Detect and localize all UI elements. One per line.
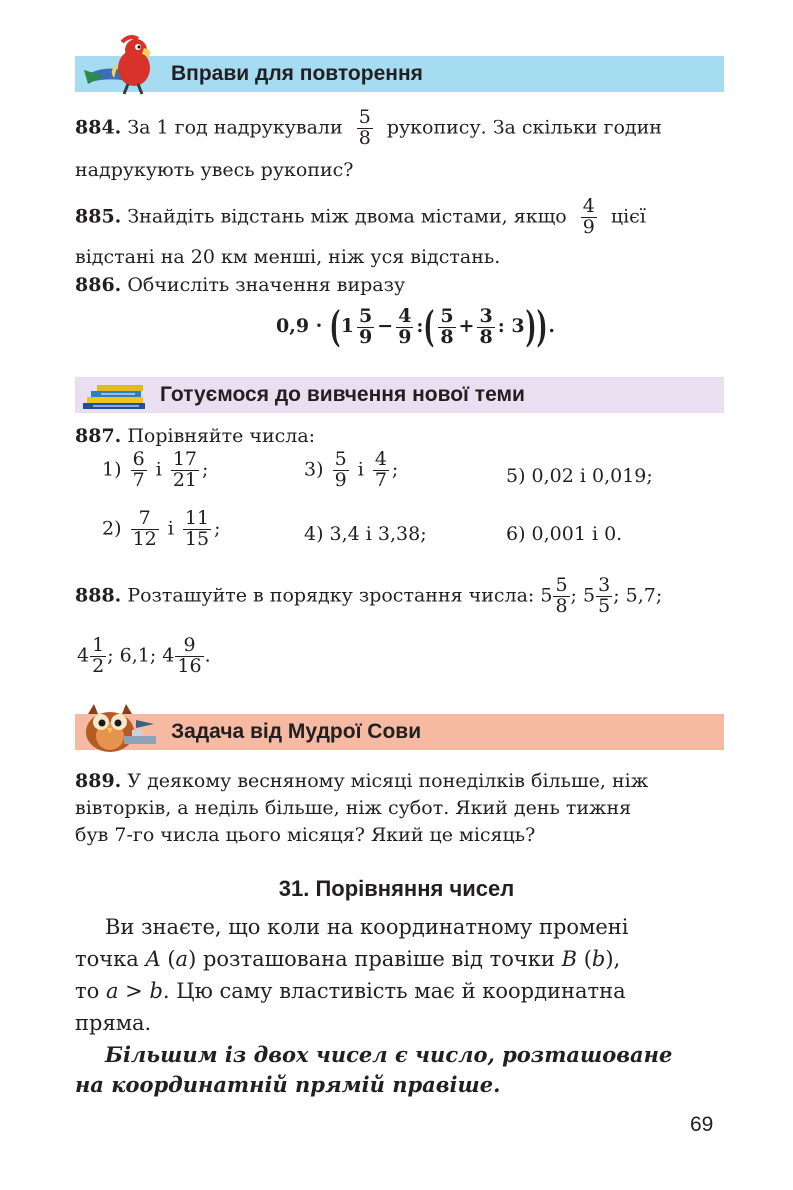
fraction: $\frac{5}{8}$ bbox=[555, 574, 568, 617]
page-number: 69 bbox=[690, 1113, 714, 1136]
item-1: 1) $\frac{6}{7}$ і $\frac{17}{21}$ ; bbox=[102, 448, 209, 491]
fraction: $\frac{3}{5}$ bbox=[598, 574, 611, 617]
exercise-number: 886. bbox=[75, 274, 122, 296]
fraction: $\frac{6}{7}$ bbox=[132, 448, 145, 491]
item-5: 5) 0,02 і 0,019; bbox=[506, 465, 653, 487]
expression-part: 0,9 · bbox=[276, 315, 323, 337]
exercise-884-line2: надрукують увесь рукопис? bbox=[75, 159, 354, 181]
exercise-887 bbox=[75, 424, 315, 448]
exercise-text: У деякому весняному місяці понеділків більше, ніж bbox=[127, 770, 649, 792]
fraction: $\frac{7}{12}$ bbox=[132, 507, 157, 550]
expression-part: : 3 bbox=[497, 315, 525, 337]
fraction: $\frac{5}{8}$ bbox=[440, 304, 454, 348]
fraction: $\frac{11}{15}$ bbox=[184, 507, 210, 550]
exercise-888-line2: 4 $\frac{1}{2}$ ; 6,1; 4 $\frac{9}{16}$ . bbox=[77, 634, 211, 677]
fraction: $\frac{1}{2}$ bbox=[92, 634, 105, 677]
paragraph-line: точка A (a) розташована правіше від точки B (b), bbox=[75, 947, 621, 971]
exercise-888: 888. Розташуйте в порядку зростання числа: 5 $\frac{5}{8}$ ; 5 $\frac{3}{5}$ ; 5,7; bbox=[75, 574, 663, 617]
item-6: 6) 0,001 і 0. bbox=[506, 523, 623, 545]
exercise-text: За 1 год надрукували bbox=[127, 116, 343, 139]
exercise-text: Розташуйте в порядку зростання числа: bbox=[127, 584, 535, 607]
item-2: 2) $\frac{7}{12}$ і $\frac{11}{15}$ ; bbox=[102, 507, 221, 550]
paragraph-line: Ви знаєте, що коли на координатному промені bbox=[105, 915, 629, 939]
exercise-number: 885. bbox=[75, 205, 122, 228]
fraction: $\frac{4}{9}$ bbox=[398, 304, 412, 348]
item-3: 3) $\frac{5}{9}$ і $\frac{4}{7}$ ; bbox=[304, 448, 399, 491]
exercise-text: рукопису. За скільки годин bbox=[386, 116, 662, 139]
fraction: $\frac{5}{9}$ bbox=[334, 448, 347, 491]
section-heading: 31. Порівняння чисел bbox=[278, 876, 515, 901]
expression-part: . bbox=[548, 315, 555, 337]
paren: ( bbox=[329, 302, 341, 351]
fraction: $\frac{3}{8}$ bbox=[479, 304, 493, 348]
section-title-owl: Задача від Мудрої Сови bbox=[171, 720, 422, 743]
fraction: $\frac{9}{16}$ bbox=[177, 634, 202, 677]
owl-icon bbox=[74, 700, 164, 756]
exercise-number: 888. bbox=[75, 584, 122, 607]
expression-part: + bbox=[458, 315, 475, 337]
exercise-number: 884. bbox=[75, 116, 122, 139]
section-band-review bbox=[75, 56, 724, 92]
parrot-icon bbox=[78, 34, 164, 98]
exercise-number: 887. bbox=[75, 425, 122, 447]
expression-part: − bbox=[377, 315, 394, 337]
rule-text: Більшим із двох чисел є число, розташоване bbox=[105, 1042, 673, 1067]
exercise-number: 889. bbox=[75, 770, 122, 792]
section-title-prep: Готуємося до вивчення нової теми bbox=[160, 383, 525, 406]
expression-part: : bbox=[416, 315, 424, 337]
fraction: $\frac{4}{9}$ bbox=[582, 195, 595, 238]
exercise-text: Обчисліть значення виразу bbox=[127, 274, 406, 296]
exercise-text: цієї bbox=[610, 205, 646, 228]
exercise-889 bbox=[75, 769, 648, 793]
fraction: $\frac{4}{7}$ bbox=[374, 448, 387, 491]
exercise-text: Знайдіть відстань між двома містами, якщо bbox=[127, 205, 567, 228]
paren: ) bbox=[525, 302, 536, 351]
exercise-884 bbox=[75, 108, 662, 149]
fraction: $\frac{5}{9}$ bbox=[359, 304, 373, 348]
paragraph-line: то a > b. Цю саму властивість має й координатна bbox=[75, 979, 626, 1003]
books-icon bbox=[79, 381, 147, 411]
exercise-889-line2: вівторків, а неділь більше, ніж субот. Який день тижня bbox=[75, 797, 632, 819]
fraction: $\frac{5}{8}$ bbox=[358, 106, 371, 149]
item-4: 4) 3,4 і 3,38; bbox=[304, 523, 427, 545]
section-band-owl bbox=[75, 714, 724, 750]
exercise-text: Порівняйте числа: bbox=[127, 425, 316, 447]
section-band-prep bbox=[75, 377, 724, 413]
rule-text: на координатній прямій правіше. bbox=[75, 1072, 501, 1097]
paren: ) bbox=[536, 302, 548, 351]
fraction: $\frac{17}{21}$ bbox=[172, 448, 198, 491]
paragraph-line: пряма. bbox=[75, 1011, 152, 1035]
paren: ( bbox=[423, 302, 435, 351]
exercise-889-line3: був 7-го числа цього місяця? Який це місяць? bbox=[75, 824, 536, 846]
expression-886 bbox=[276, 302, 555, 351]
exercise-886 bbox=[75, 273, 405, 297]
section-title-review: Вправи для повторення bbox=[171, 62, 423, 85]
expression-part: 1 bbox=[340, 315, 355, 337]
exercise-885-line2: відстані на 20 км менші, ніж уся відстань. bbox=[75, 246, 501, 268]
exercise-885 bbox=[75, 197, 646, 238]
